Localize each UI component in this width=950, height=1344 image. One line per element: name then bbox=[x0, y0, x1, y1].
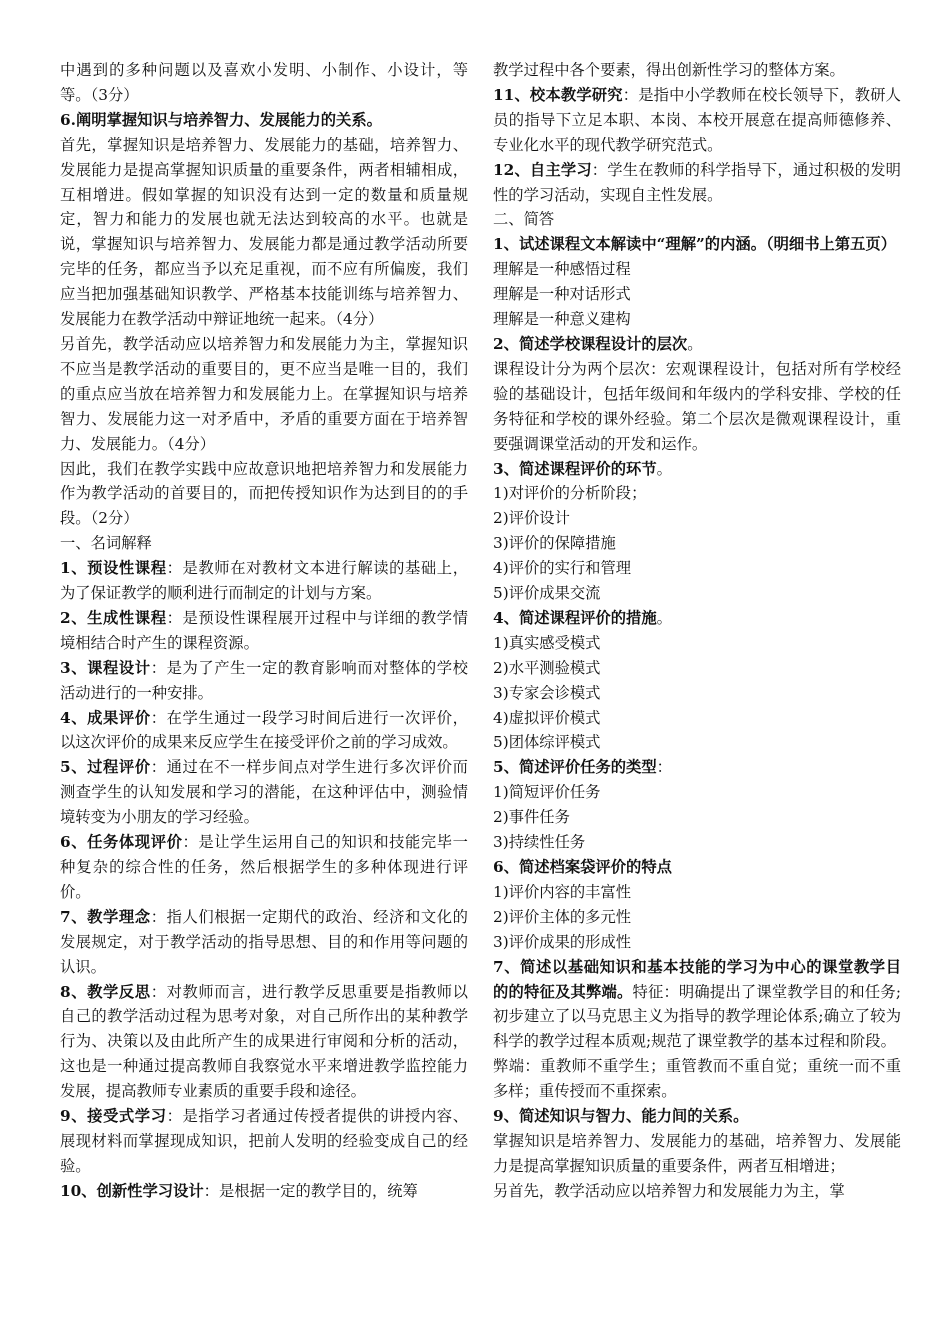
section-heading-short-answer: 二、简答 bbox=[493, 210, 555, 229]
short-answer-9-body-1: 掌握知识是培养智力、发展能力的基础，培养智力、发展能力是提高掌握知识质量的重要条件，两者互相增进； bbox=[493, 1131, 901, 1175]
short-answer-7-body: 特征：明确提出了课堂教学目的和任务;初步建立了以马克思主义为指导的教学理论体系;确立了较为科学的教学过程本质观;规范了课堂教学的基本过程和阶段。 bbox=[493, 982, 901, 1051]
term-separator: ： bbox=[166, 1107, 183, 1126]
question-6-paragraph-1: 首先，掌握知识是培养智力、发展能力的基础，培养智力、发展能力是提高掌握知识质量的重要条件，两者相辅相成，互相增进。假如掌握的知识没有达到一定的数量和质量规定，智力和能力的发展也就无法达到较高的水平。也就是说，掌握知识与培养智力、发展能力都是通过教学活动所要完毕的任务，都应当予以充足重视，而不应有所偏废，我们应当把加强基础知识教学、严格基本技能训练与培养智力、发展能力在教学活动中辩证地统一起来。（4分） bbox=[60, 135, 468, 329]
question-6-paragraph-2: 另首先，教学活动应以培养智力和发展能力为主，掌握知识不应当是教学活动的重要目的，更不应当是唯一目的，我们的重点应当放在培养智力和发展能力上。在掌握知识与培养智力、发展能力这一对矛盾中，矛盾的重要方面在于培养智力、发展能力。（4分） bbox=[60, 334, 468, 453]
term-entry bbox=[60, 905, 468, 980]
term-name: 6、任务体现评价 bbox=[60, 833, 183, 852]
term-entry bbox=[60, 980, 468, 1105]
term-separator: ： bbox=[166, 559, 183, 578]
term-name: 12、自主学习 bbox=[493, 160, 592, 179]
term-entry bbox=[60, 556, 468, 606]
term-separator: ： bbox=[150, 658, 167, 677]
list-item: 1)对评价的分析阶段； bbox=[493, 484, 647, 503]
list-item: 3)评价成果的形成性 bbox=[493, 932, 632, 951]
title-punctuation: 。 bbox=[687, 334, 703, 353]
term-separator: ： bbox=[182, 833, 199, 852]
list-item: 1)评价内容的丰富性 bbox=[493, 882, 632, 901]
short-answer-6-title: 6、简述档案袋评价的特点 bbox=[493, 858, 672, 876]
term-separator: ： bbox=[150, 758, 167, 777]
short-answer-3-heading bbox=[493, 457, 901, 482]
term-definition: 是指中小学教师在校长领导下，教研人员的指导下立足本职、本岗、本校开展意在提高师德修养、专业化水平的现代教学研究范式。 bbox=[493, 85, 901, 154]
list-item: 理解是一种意义建构 bbox=[493, 310, 631, 329]
term-definition: 对教师而言，进行教学反思重要是指教师以自己的教学活动过程为思考对象，对自己所作出的某种教学行为、决策以及由此所产生的成果进行审阅和分析的活动，这也是一种通过提高教师自我察觉水平来增进教学监控能力发展，提高教师专业素质的重要手段和途径。 bbox=[60, 982, 468, 1101]
short-answer-2-title: 2、简述学校课程设计的层次 bbox=[493, 334, 688, 353]
term-name: 11、校本教学研究 bbox=[493, 85, 623, 104]
term-name: 2、生成性课程 bbox=[60, 608, 167, 627]
left-column bbox=[60, 58, 468, 1204]
continued-paragraph: 教学过程中各个要素，得出创新性学习的整体方案。 bbox=[493, 61, 845, 79]
term-definition: 通过在不一样步间点对学生进行多次评价而测查学生的认知发展和学习的潜能，在这种评估中，测验情境转变为小朋友的学习经验。 bbox=[60, 758, 468, 827]
short-answer-9-body-2: 另首先，教学活动应以培养智力和发展能力为主，掌 bbox=[493, 1181, 845, 1200]
term-entry bbox=[60, 606, 468, 656]
section-heading-terms: 一、名词解释 bbox=[60, 534, 152, 553]
term-name: 9、接受式学习 bbox=[60, 1107, 167, 1126]
term-entry bbox=[60, 830, 468, 905]
short-answer-4-title: 4、简述课程评价的措施 bbox=[493, 608, 657, 627]
term-entry bbox=[60, 656, 468, 706]
term-separator: ： bbox=[150, 982, 167, 1001]
question-6-title: 6.阐明掌握知识与培养智力、发展能力的关系。 bbox=[60, 110, 382, 129]
list-item: 1)简短评价任务 bbox=[493, 783, 601, 802]
short-answer-4-heading bbox=[493, 606, 901, 631]
short-answer-9-title: 9、简述知识与智力、能力间的关系。 bbox=[493, 1107, 749, 1126]
list-item: 2)水平测验模式 bbox=[493, 658, 601, 677]
question-6-paragraph-3: 因此，我们在教学实践中应故意识地把培养智力和发展能力作为教学活动的首要目的，而把传授知识作为达到目的的手段。（2分） bbox=[60, 459, 468, 528]
term-name: 1、预设性课程 bbox=[60, 559, 167, 578]
term-definition: 是教师在对教材文本进行解读的基础上，为了保证教学的顺利进行而制定的计划与方案。 bbox=[60, 559, 468, 603]
short-answer-5-heading bbox=[493, 755, 901, 780]
list-item: 2)评价主体的多元性 bbox=[493, 907, 632, 926]
list-item: 4)虚拟评价模式 bbox=[493, 708, 601, 727]
list-item: 2)事件任务 bbox=[493, 808, 570, 827]
term-definition: 是让学生运用自己的知识和技能完毕一种复杂的综合性的任务，然后根据学生的多种体现进行评价。 bbox=[60, 833, 468, 901]
short-answer-3-title: 3、简述课程评价的环节 bbox=[493, 459, 657, 478]
term-separator: ： bbox=[150, 708, 167, 727]
list-item: 4)评价的实行和管理 bbox=[493, 559, 632, 578]
term-name: 10、创新性学习设计 bbox=[60, 1181, 204, 1200]
term-definition: 是根据一定的教学目的，统筹 bbox=[218, 1181, 418, 1200]
term-entry bbox=[60, 755, 468, 830]
term-separator: ： bbox=[591, 160, 608, 179]
term-entry bbox=[60, 1179, 468, 1204]
short-answer-7-drawbacks: 弊端：重教师不重学生；重管教而不重自觉；重统一而不重多样；重传授而不重探索。 bbox=[493, 1057, 901, 1101]
term-name: 5、过程评价 bbox=[60, 758, 151, 777]
short-answer-2-heading bbox=[493, 332, 901, 357]
list-item: 5)团体综评模式 bbox=[493, 733, 601, 752]
continued-paragraph: 中遇到的多种问题以及喜欢小发明、小制作、小设计，等等。（3分） bbox=[60, 61, 468, 104]
list-item: 3)专家会诊模式 bbox=[493, 683, 601, 702]
short-answer-5-title: 5、简述评价任务的类型 bbox=[493, 758, 657, 777]
right-column bbox=[493, 58, 901, 1204]
term-definition: 在学生通过一段学习时间后进行一次评价，以这次评价的成果来反应学生在接受评价之前的学习成效。 bbox=[60, 708, 468, 752]
term-definition: 是为了产生一定的教育影响而对整体的学校活动进行的一种安排。 bbox=[60, 658, 468, 702]
list-item: 5)评价成果交流 bbox=[493, 584, 601, 603]
term-name: 3、课程设计 bbox=[60, 658, 151, 677]
term-definition: 是指学习者通过传授者提供的讲授内容、展现材料而掌握现成知识，把前人发明的经验变成自己的经验。 bbox=[60, 1107, 468, 1175]
term-name: 4、成果评价 bbox=[60, 708, 151, 727]
title-punctuation: 。 bbox=[656, 459, 672, 478]
term-definition: 学生在教师的科学指导下，通过积极的发明性的学习活动，实现自主性发展。 bbox=[493, 160, 901, 204]
list-item: 3)评价的保障措施 bbox=[493, 534, 616, 553]
list-item: 3)持续性任务 bbox=[493, 833, 586, 852]
term-separator: ： bbox=[622, 85, 639, 104]
term-name: 8、教学反思 bbox=[60, 982, 151, 1001]
term-definition: 指人们根据一定期代的政治、经济和文化的发展规定，对于教学活动的指导思想、目的和作用等问题的认识。 bbox=[60, 907, 468, 976]
list-item: 理解是一种对话形式 bbox=[493, 285, 631, 304]
short-answer-1-title: 1、试述课程文本解读中“理解”的内涵。（明细书上第五页） bbox=[493, 235, 897, 254]
term-separator: ： bbox=[150, 907, 167, 926]
term-separator: ： bbox=[203, 1181, 219, 1200]
list-item: 1)真实感受模式 bbox=[493, 633, 601, 652]
short-answer-7 bbox=[493, 955, 901, 1055]
term-separator: ： bbox=[166, 608, 183, 627]
term-definition: 是预设性课程展开过程中与详细的教学情境相结合时产生的课程资源。 bbox=[60, 608, 468, 652]
short-answer-2-body: 课程设计分为两个层次：宏观课程设计，包括对所有学校经验的基础设计，包括年级间和年级内的学科安排、学校的任务特征和学校的课外经验。第二个层次是微观课程设计，重要强调课堂活动的开发和运作。 bbox=[493, 359, 901, 453]
list-item: 理解是一种感悟过程 bbox=[493, 260, 631, 279]
term-entry bbox=[493, 158, 901, 208]
list-item: 2)评价设计 bbox=[493, 509, 570, 528]
term-entry bbox=[493, 83, 901, 158]
title-punctuation: 。 bbox=[656, 608, 672, 627]
term-entry bbox=[60, 1104, 468, 1179]
term-entry bbox=[60, 706, 468, 756]
title-punctuation: ： bbox=[656, 758, 672, 777]
short-answer-7-title: 7、简述以基础知识和基本技能的学习为中心的课堂教学目的的特征及其弊端。 bbox=[493, 957, 901, 1001]
term-name: 7、教学理念 bbox=[60, 907, 151, 926]
